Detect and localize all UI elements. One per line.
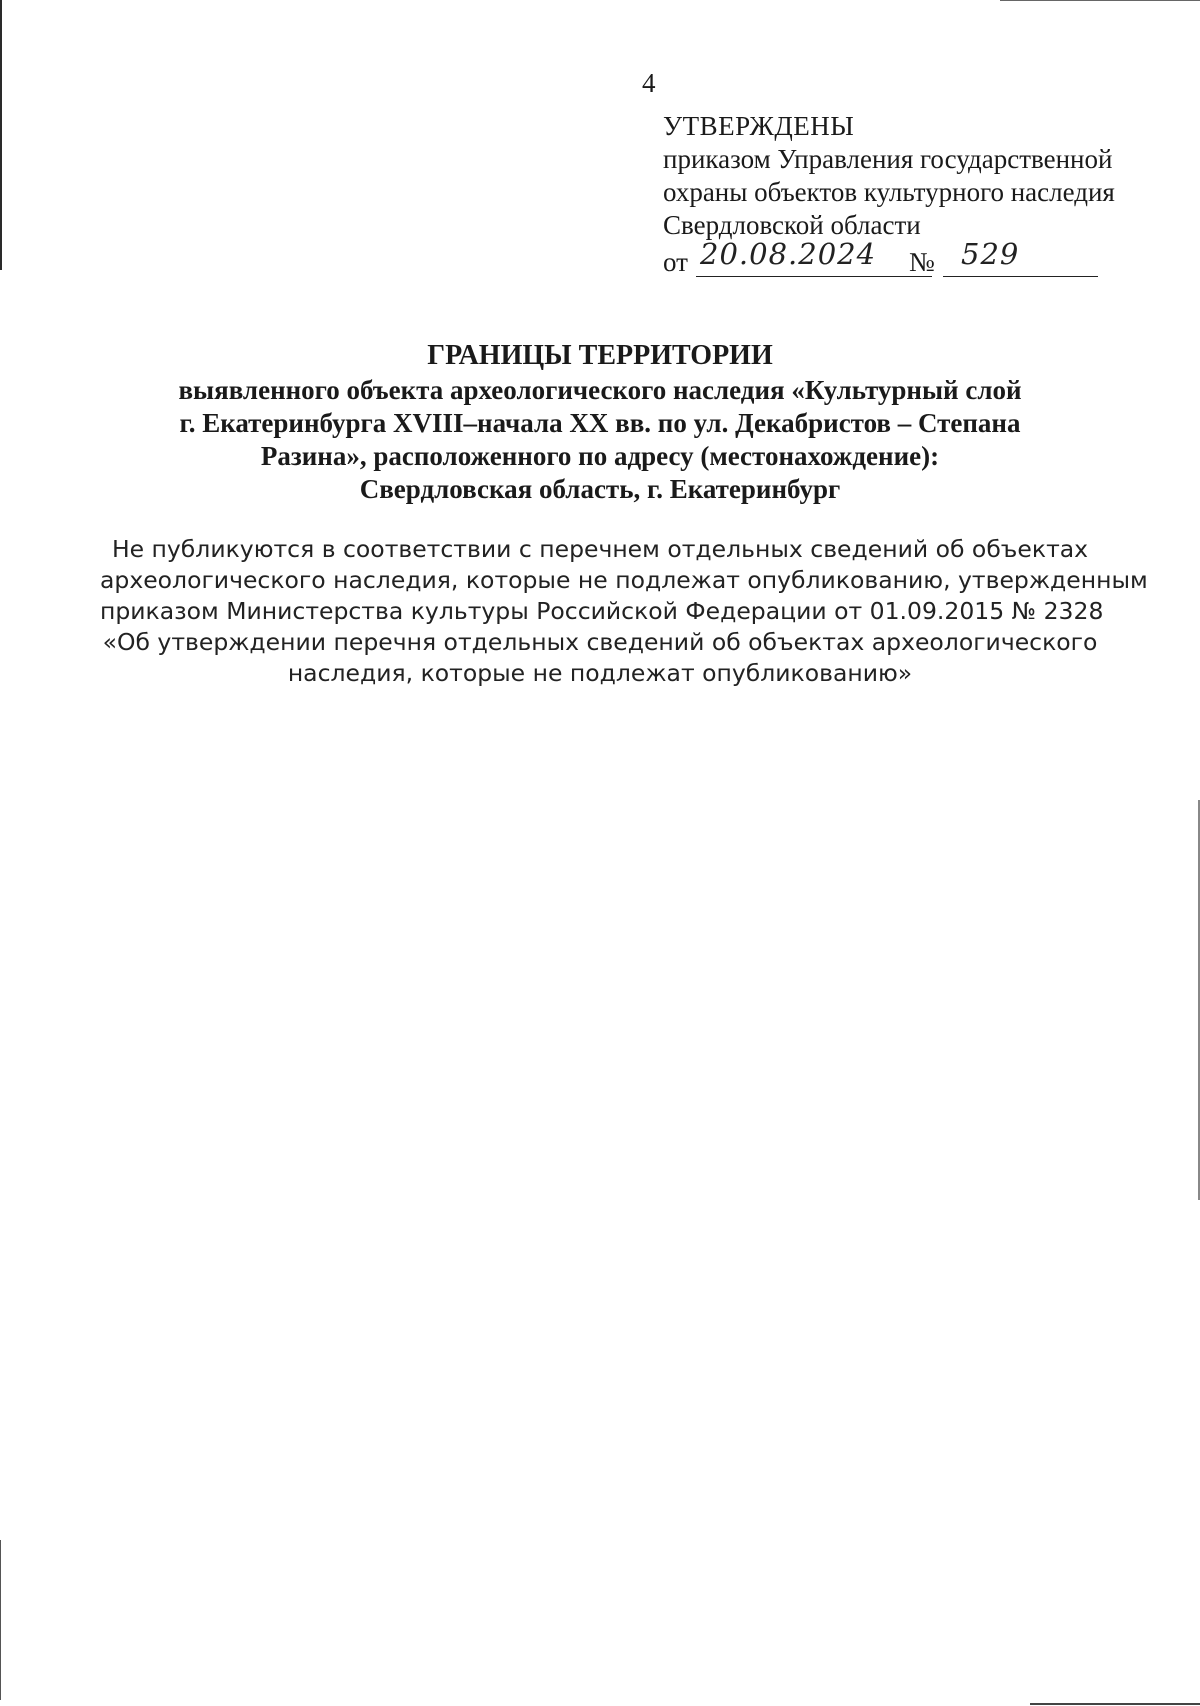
- number-label: №: [909, 247, 935, 277]
- scan-edge-artifact: [1030, 1703, 1200, 1705]
- page-number: 4: [642, 68, 656, 98]
- approval-line: Свердловской области: [663, 210, 921, 240]
- order-date-number-row: [663, 237, 1143, 282]
- document-title: ГРАНИЦЫ ТЕРРИТОРИИ: [427, 340, 773, 371]
- body-paragraph: [100, 534, 1148, 689]
- body-line: приказом Министерства культуры Российской Федерации от 01.09.2015 № 2328: [100, 597, 1104, 625]
- order-number-field: [943, 237, 1098, 277]
- handwritten-date: 20.08.2024: [700, 237, 877, 271]
- scan-edge-artifact: [1000, 0, 1200, 1]
- date-label: от: [663, 247, 688, 277]
- title-subline: Разина», расположенного по адресу (местонахождение):: [260, 441, 940, 471]
- body-line: Не публикуются в соответствии с перечнем отдельных сведений об объектах: [111, 535, 1089, 563]
- approval-stamp-block: [663, 110, 1143, 282]
- order-date-field: [696, 237, 932, 277]
- title-subline: г. Екатеринбурга XVIII–начала XX вв. по ул. Декабристов – Степана: [179, 408, 1021, 438]
- approval-line: приказом Управления государственной: [663, 144, 1113, 174]
- title-subline: Свердловская область, г. Екатеринбург: [359, 474, 841, 504]
- title-subline: выявленного объекта археологического наследия «Культурный слой: [178, 375, 1022, 405]
- scan-edge-artifact: [0, 0, 2, 270]
- body-line: наследия, которые не подлежат опубликованию»: [287, 659, 913, 687]
- handwritten-number: 529: [961, 237, 1020, 271]
- approval-line: охраны объектов культурного наследия: [663, 177, 1115, 207]
- approval-heading: УТВЕРЖДЕНЫ: [663, 111, 855, 141]
- body-line: «Об утверждении перечня отдельных сведений об объектах археологического: [102, 628, 1098, 656]
- body-line: археологического наследия, которые не подлежат опубликованию, утвержденным: [100, 566, 1148, 594]
- document-title-block: [100, 338, 1100, 506]
- scan-edge-artifact: [0, 1540, 1, 1700]
